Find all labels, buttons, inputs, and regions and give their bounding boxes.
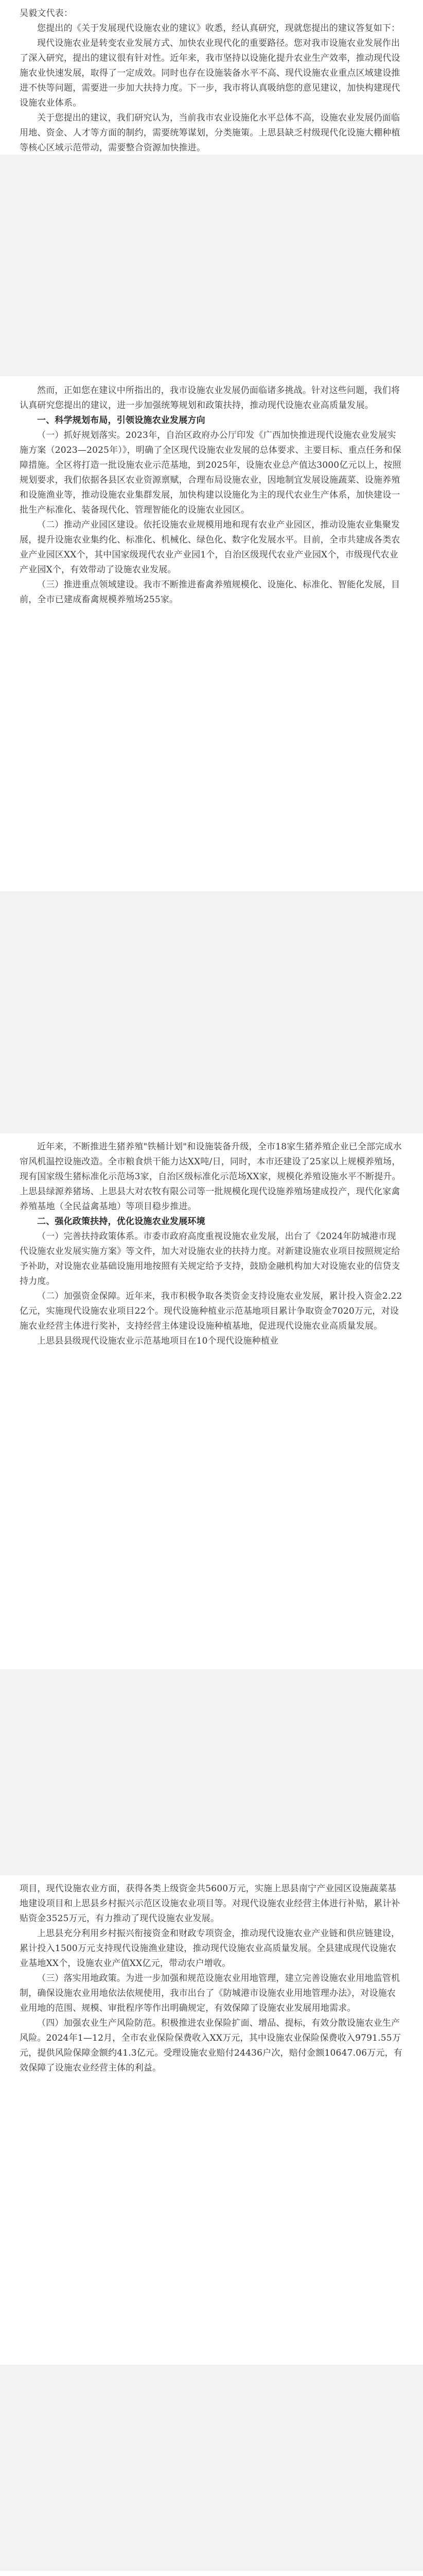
section-heading: 一、科学规划布局，引领设施农业发展方向 bbox=[37, 415, 205, 426]
reply-block-3 bbox=[0, 1133, 423, 1669]
reply-block-2 bbox=[0, 376, 423, 891]
paragraph: （三）推进重点领域建设。我市不断推进畜禽养殖规模化、设施化、标准化、智能化发展，目前，全市已建成畜禽规模养殖场255家。 bbox=[20, 580, 400, 605]
paragraph: 上思县县级现代设施农业示范基地项目在10个现代设施种植业 bbox=[37, 1336, 279, 1346]
page-gap bbox=[0, 2365, 423, 2571]
paragraph: （三）落实用地政策。为进一步加强和规范设施农业用地管理，建立完善设施农业用地监管机制，确保设施农业用地依法依规使用，我市出台了《防城港市设施农业用地管理办法》，对设施农业用地的范围、规模、审批程序等作出明确规定，有效保障了设施农业发展用地需求。 bbox=[20, 1973, 400, 2013]
greeting: 吴毅文代表： bbox=[20, 8, 73, 19]
paragraph: 现代设施农业是转变农业发展方式、加快农业现代化的重要路径。您对我市设施农业发展作出了深入研究，提出的建议很有针对性。近年来，我市坚持以设施化提升农业生产效率，推动现代设施农业快速发展，取得了一定成效。同时也存在设施装备水平不高、现代设施农业重点区域建设推进不快等问题，需要进一步加大扶持力度。下一步，我市将认真吸纳您的意见建议，加快构建现代设施农业体系。 bbox=[20, 38, 400, 108]
paragraph: 项目，现代设施农业方面，获得各类上级资金共5600万元，实施上思县南宁产业园区设施蔬菜基地建设项目和上思县乡村振兴示范区设施农业项目等。对现代设施农业经营主体进行补贴，累计补贴资金3525万元，有力推动了现代设施农业发展。 bbox=[20, 1884, 400, 1924]
section-heading: 二、强化政策扶持，优化设施农业发展环境 bbox=[37, 1216, 205, 1227]
paragraph: （一）完善扶持政策体系。市委市政府高度重视设施农业发展，出台了《2024年防城港市现代设施农业发展实施方案》等文件，加大对设施农业的扶持力度。对新建设施农业项目按照规定给予补助，对设施农业基础设施用地按照有关规定给予支持，鼓励金融机构加大对设施农业的信贷支持力度。 bbox=[20, 1231, 400, 1286]
reply-block-5 bbox=[0, 2571, 423, 2576]
paragraph: （二）推动产业园区建设。依托设施农业规模用地和现有农业产业园区，推动设施农业集聚发展，提升设施农业集约化、标准化、机械化、绿色化、数字化发展水平。目前，全市共建成各类农业产业园区XX个，其中国家级现代农业产业园1个，自治区级现代农业产业园X个，市级现代农业产业园X个，有效带动了设施农业发展。 bbox=[20, 520, 400, 575]
page-gap bbox=[0, 1669, 423, 1875]
reply-block-1 bbox=[0, 0, 423, 155]
reply-block-4 bbox=[0, 1875, 423, 2365]
paragraph: （一）抓好规划落实。2023年，自治区政府办公厅印发《广西加快推进现代设施农业发展实施方案（2023—2025年）》，明确了全区现代设施农业发展的总体要求、主要目标、重点任务和保障措施。全区将打造一批设施农业示范基地，到2025年，设施农业总产值达3000亿元以上，按照规划要求，我们依据各县区农业资源禀赋，合理布局设施农业，因地制宜发展设施蔬菜、设施养殖和设施渔业等，推动设施农业集群发展，加快构建以设施化为主的现代农业生产体系，加快建设一批生产标准化、装备现代化、管理智能化的设施农业园区。 bbox=[20, 430, 401, 515]
paragraph: （四）加强农业生产风险防范。积极推进农业保险扩面、增品、提标，有效分散设施农业生产风险。2024年1—12月，全市农业保险保费收入XX万元，其中设施农业保险保费收入9791.55万元，提供风险保障金额约41.3亿元。受理设施农业赔付24436户次，赔付金额10647.06万元，有效保障了设施农业经营主体的利益。 bbox=[20, 2018, 403, 2073]
page-gap bbox=[0, 155, 423, 376]
paragraph: 关于您提出的建议，我们研究认为，当前我市农业设施化水平总体不高，设施农业发展仍面临用地、资金、人才等方面的制约，需要统筹谋划，分类施策。上思县缺乏村级现代化设施大棚种植等核心区域示范带动，需要整合资源加快推进。 bbox=[20, 113, 400, 153]
paragraph: 上思县充分利用乡村振兴衔接资金和财政专项资金，推动现代设施农业产业链和供应链建设，累计投入1500万元支持现代设施渔业建设，推动现代设施农业高质量发展。全县建成现代设施农业基地XX个，设施农业产值XX亿元，带动农户增收。 bbox=[20, 1928, 400, 1969]
paragraph: 然而，正如您在建议中所指出的，我市设施农业发展仍面临诸多挑战。针对这些问题，我们将认真研究您提出的建议，进一步加强统筹规划和政策扶持，推动现代设施农业高质量发展。 bbox=[20, 385, 400, 411]
intro-paragraph: 您提出的《关于发展现代设施农业的建议》收悉，经认真研究，现就您提出的建议答复如下： bbox=[37, 23, 400, 33]
paragraph: （二）加强资金保障。近年来，我市积极争取各类资金支持设施农业发展，累计投入资金2.22亿元，实施现代设施农业项目22个。现代设施种植业示范基地项目累计争取资金7020万元，对设施农业经营主体进行奖补，支持经营主体建设设施种植基地，促进现代设施农业高质量发展。 bbox=[20, 1291, 402, 1331]
paragraph: 近年来，不断推进生猪养殖"铁桶计划"和设施装备升级，全市18家生猪养殖企业已全部完成水帘风机温控设施改造。全市粮食烘干能力达XX吨/日，同时，本市还建设了25家以上规模养殖场，现有国家级生猪标准化示范场3家，自治区级标准化示范场XX家，规模化养殖设施水平不断提升。上思县绿源养猪场、上思县大对农牧有限公司等一批规模化现代设施养殖场建成投产，现代化家禽养殖基地（全民益禽基地）等项目稳步推进。 bbox=[20, 1142, 402, 1212]
page-gap bbox=[0, 891, 423, 1133]
